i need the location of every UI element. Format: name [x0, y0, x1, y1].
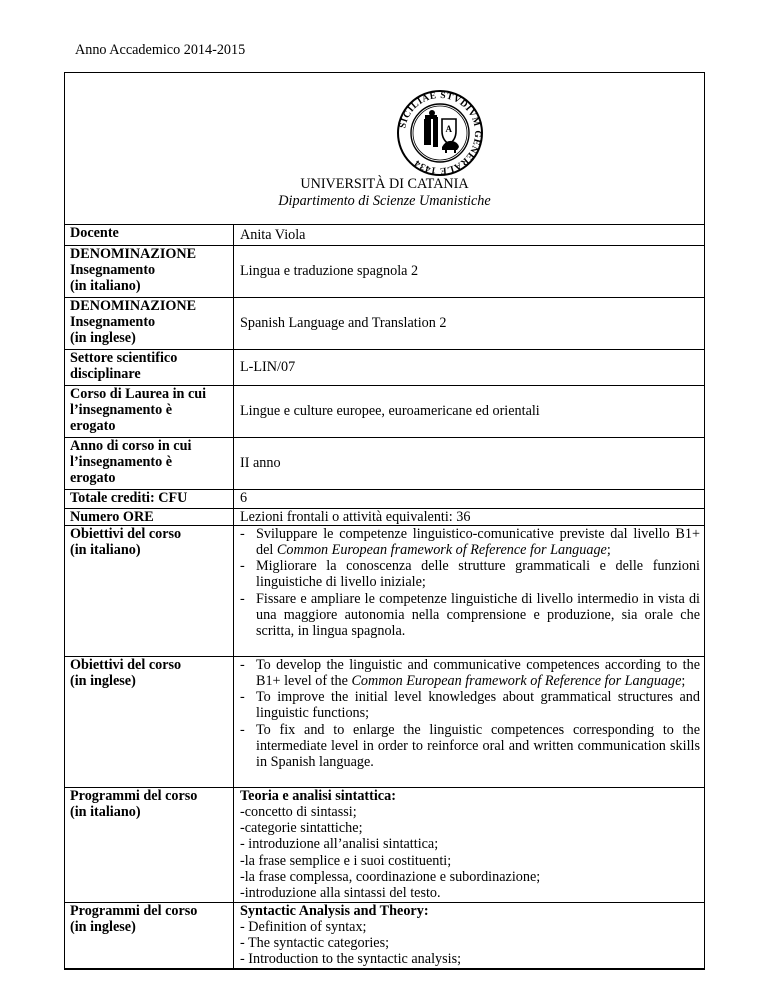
list-text: ; [606, 541, 611, 558]
list-text-italic: Common European framework of Reference for Language [351, 672, 682, 689]
row-obiettivi-en [65, 656, 704, 787]
label-anno-corso [65, 437, 234, 489]
value-corso-laurea: Lingue e culture europee, euroamericane ed orientali [234, 385, 705, 437]
label-line: Settore scientifico [70, 349, 178, 366]
list-dash: - [240, 590, 245, 607]
value-ore: Lezioni frontali o attività equivalenti: 36 [234, 508, 705, 525]
university-seal-icon [396, 89, 484, 177]
label-line: (in inglese) [70, 918, 136, 935]
list-item [240, 591, 700, 640]
row-denominazione-it [65, 245, 704, 297]
course-info-table [65, 225, 704, 969]
row-ore [65, 508, 704, 525]
row-anno-corso [65, 437, 704, 489]
row-obiettivi-it [65, 525, 704, 656]
list-item [240, 689, 700, 721]
program-line: - Introduction to the syntactic analysis; [240, 951, 462, 968]
row-settore [65, 349, 704, 385]
institution-header [65, 73, 704, 225]
label-line: Anno di corso in cui [70, 437, 192, 454]
row-programmi-en [65, 902, 704, 968]
list-dash: - [240, 689, 245, 706]
list-text: Migliorare la conoscenza delle strutture grammaticali e delle funzioni linguistiche di livello iniziale; [256, 558, 700, 591]
row-docente [65, 225, 704, 245]
value-settore: L-LIN/07 [234, 349, 705, 385]
label-line: DENOMINAZIONE [70, 245, 197, 262]
label-line: Corso di Laurea in cui [70, 385, 207, 402]
list-item [240, 526, 700, 558]
department-name: Dipartimento di Scienze Umanistiche [278, 193, 491, 209]
value-docente: Anita Viola [234, 225, 705, 245]
list-item [240, 558, 700, 590]
value-denominazione-en: Spanish Language and Translation 2 [234, 297, 705, 349]
label-docente: Docente [65, 225, 234, 245]
label-obiettivi-it [65, 525, 234, 656]
svg-text:A: A [445, 124, 452, 134]
label-settore [65, 349, 234, 385]
label-line: disciplinare [70, 365, 141, 382]
row-denominazione-en [65, 297, 704, 349]
list-text: ; [681, 672, 686, 689]
label-line: Obiettivi del corso [70, 656, 182, 673]
label-line: Insegnamento [70, 313, 156, 330]
label-line: (in italiano) [70, 277, 141, 294]
label-line: Programmi del corso [70, 902, 198, 919]
label-line: (in italiano) [70, 803, 141, 820]
list-text: To fix and to enlarge the linguistic competences corresponding to the intermediate level in order to reinforce oral and written communication skills in Spanish language. [256, 721, 700, 770]
label-line: (in inglese) [70, 329, 136, 346]
label-line: Programmi del corso [70, 787, 198, 804]
list-dash: - [240, 525, 245, 542]
list-item [240, 722, 700, 771]
value-programmi-en [234, 902, 705, 968]
course-sheet [64, 72, 705, 970]
label-line: Obiettivi del corso [70, 525, 182, 542]
label-line: DENOMINAZIONE [70, 297, 197, 314]
label-line: (in inglese) [70, 672, 136, 689]
value-obiettivi-it [234, 525, 705, 656]
label-denominazione-en [65, 297, 234, 349]
label-corso-laurea [65, 385, 234, 437]
program-line: -categorie sintattiche; [240, 820, 363, 837]
label-crediti: Totale crediti: CFU [65, 489, 234, 508]
list-dash: - [240, 721, 245, 738]
seal-ring-text: SICILIAE STVDIVM GENERALE 1434 [398, 90, 483, 176]
list-text: To develop the linguistic and communicative competences according to the B1+ level of the [256, 656, 700, 689]
label-line: l’insegnamento è [70, 401, 173, 418]
list-item [240, 657, 700, 689]
label-programmi-en [65, 902, 234, 968]
value-crediti: 6 [234, 489, 705, 508]
label-ore: Numero ORE [65, 508, 234, 525]
row-programmi-it [65, 787, 704, 902]
value-anno-corso: II anno [234, 437, 705, 489]
list-text: To improve the initial level knowledges about grammatical structures and linguistic functions; [256, 689, 700, 722]
program-line: - introduzione all’analisi sintattica; [240, 836, 439, 853]
row-crediti [65, 489, 704, 508]
program-line: - Definition of syntax; [240, 918, 367, 935]
list-text: Fissare e ampliare le competenze linguistiche di livello intermedio in vista di una maggiore autonomia nella comprensione e produzione, sia orale che scritta, in lingua spagnola. [256, 590, 700, 639]
academic-year-header: Anno Accademico 2014-2015 [75, 42, 246, 58]
label-obiettivi-en [65, 656, 234, 787]
program-line: -concetto di sintassi; [240, 803, 357, 820]
program-line: -la frase semplice e i suoi costituenti; [240, 852, 452, 869]
label-line: erogato [70, 469, 116, 486]
program-line: -la frase complessa, coordinazione e subordinazione; [240, 868, 541, 885]
label-line: (in italiano) [70, 541, 141, 558]
value-denominazione-it: Lingua e traduzione spagnola 2 [234, 245, 705, 297]
label-line: erogato [70, 417, 116, 434]
label-line: l’insegnamento è [70, 453, 173, 470]
list-dash: - [240, 558, 245, 575]
program-line: -introduzione alla sintassi del testo. [240, 884, 441, 901]
value-programmi-it [234, 787, 705, 902]
program-line: - The syntactic categories; [240, 935, 390, 952]
university-name: UNIVERSITÀ DI CATANIA [300, 176, 469, 192]
program-title: Syntactic Analysis and Theory: [240, 902, 429, 919]
label-line: Insegnamento [70, 261, 156, 278]
list-text-italic: Common European framework of Reference for Language [276, 541, 607, 558]
value-obiettivi-en [234, 656, 705, 787]
list-text: Sviluppare le competenze linguistico-comunicative previste dal livello B1+ del [256, 525, 700, 558]
label-programmi-it [65, 787, 234, 902]
label-denominazione-it [65, 245, 234, 297]
program-title: Teoria e analisi sintattica: [240, 787, 396, 804]
row-corso-laurea [65, 385, 704, 437]
list-dash: - [240, 656, 245, 673]
